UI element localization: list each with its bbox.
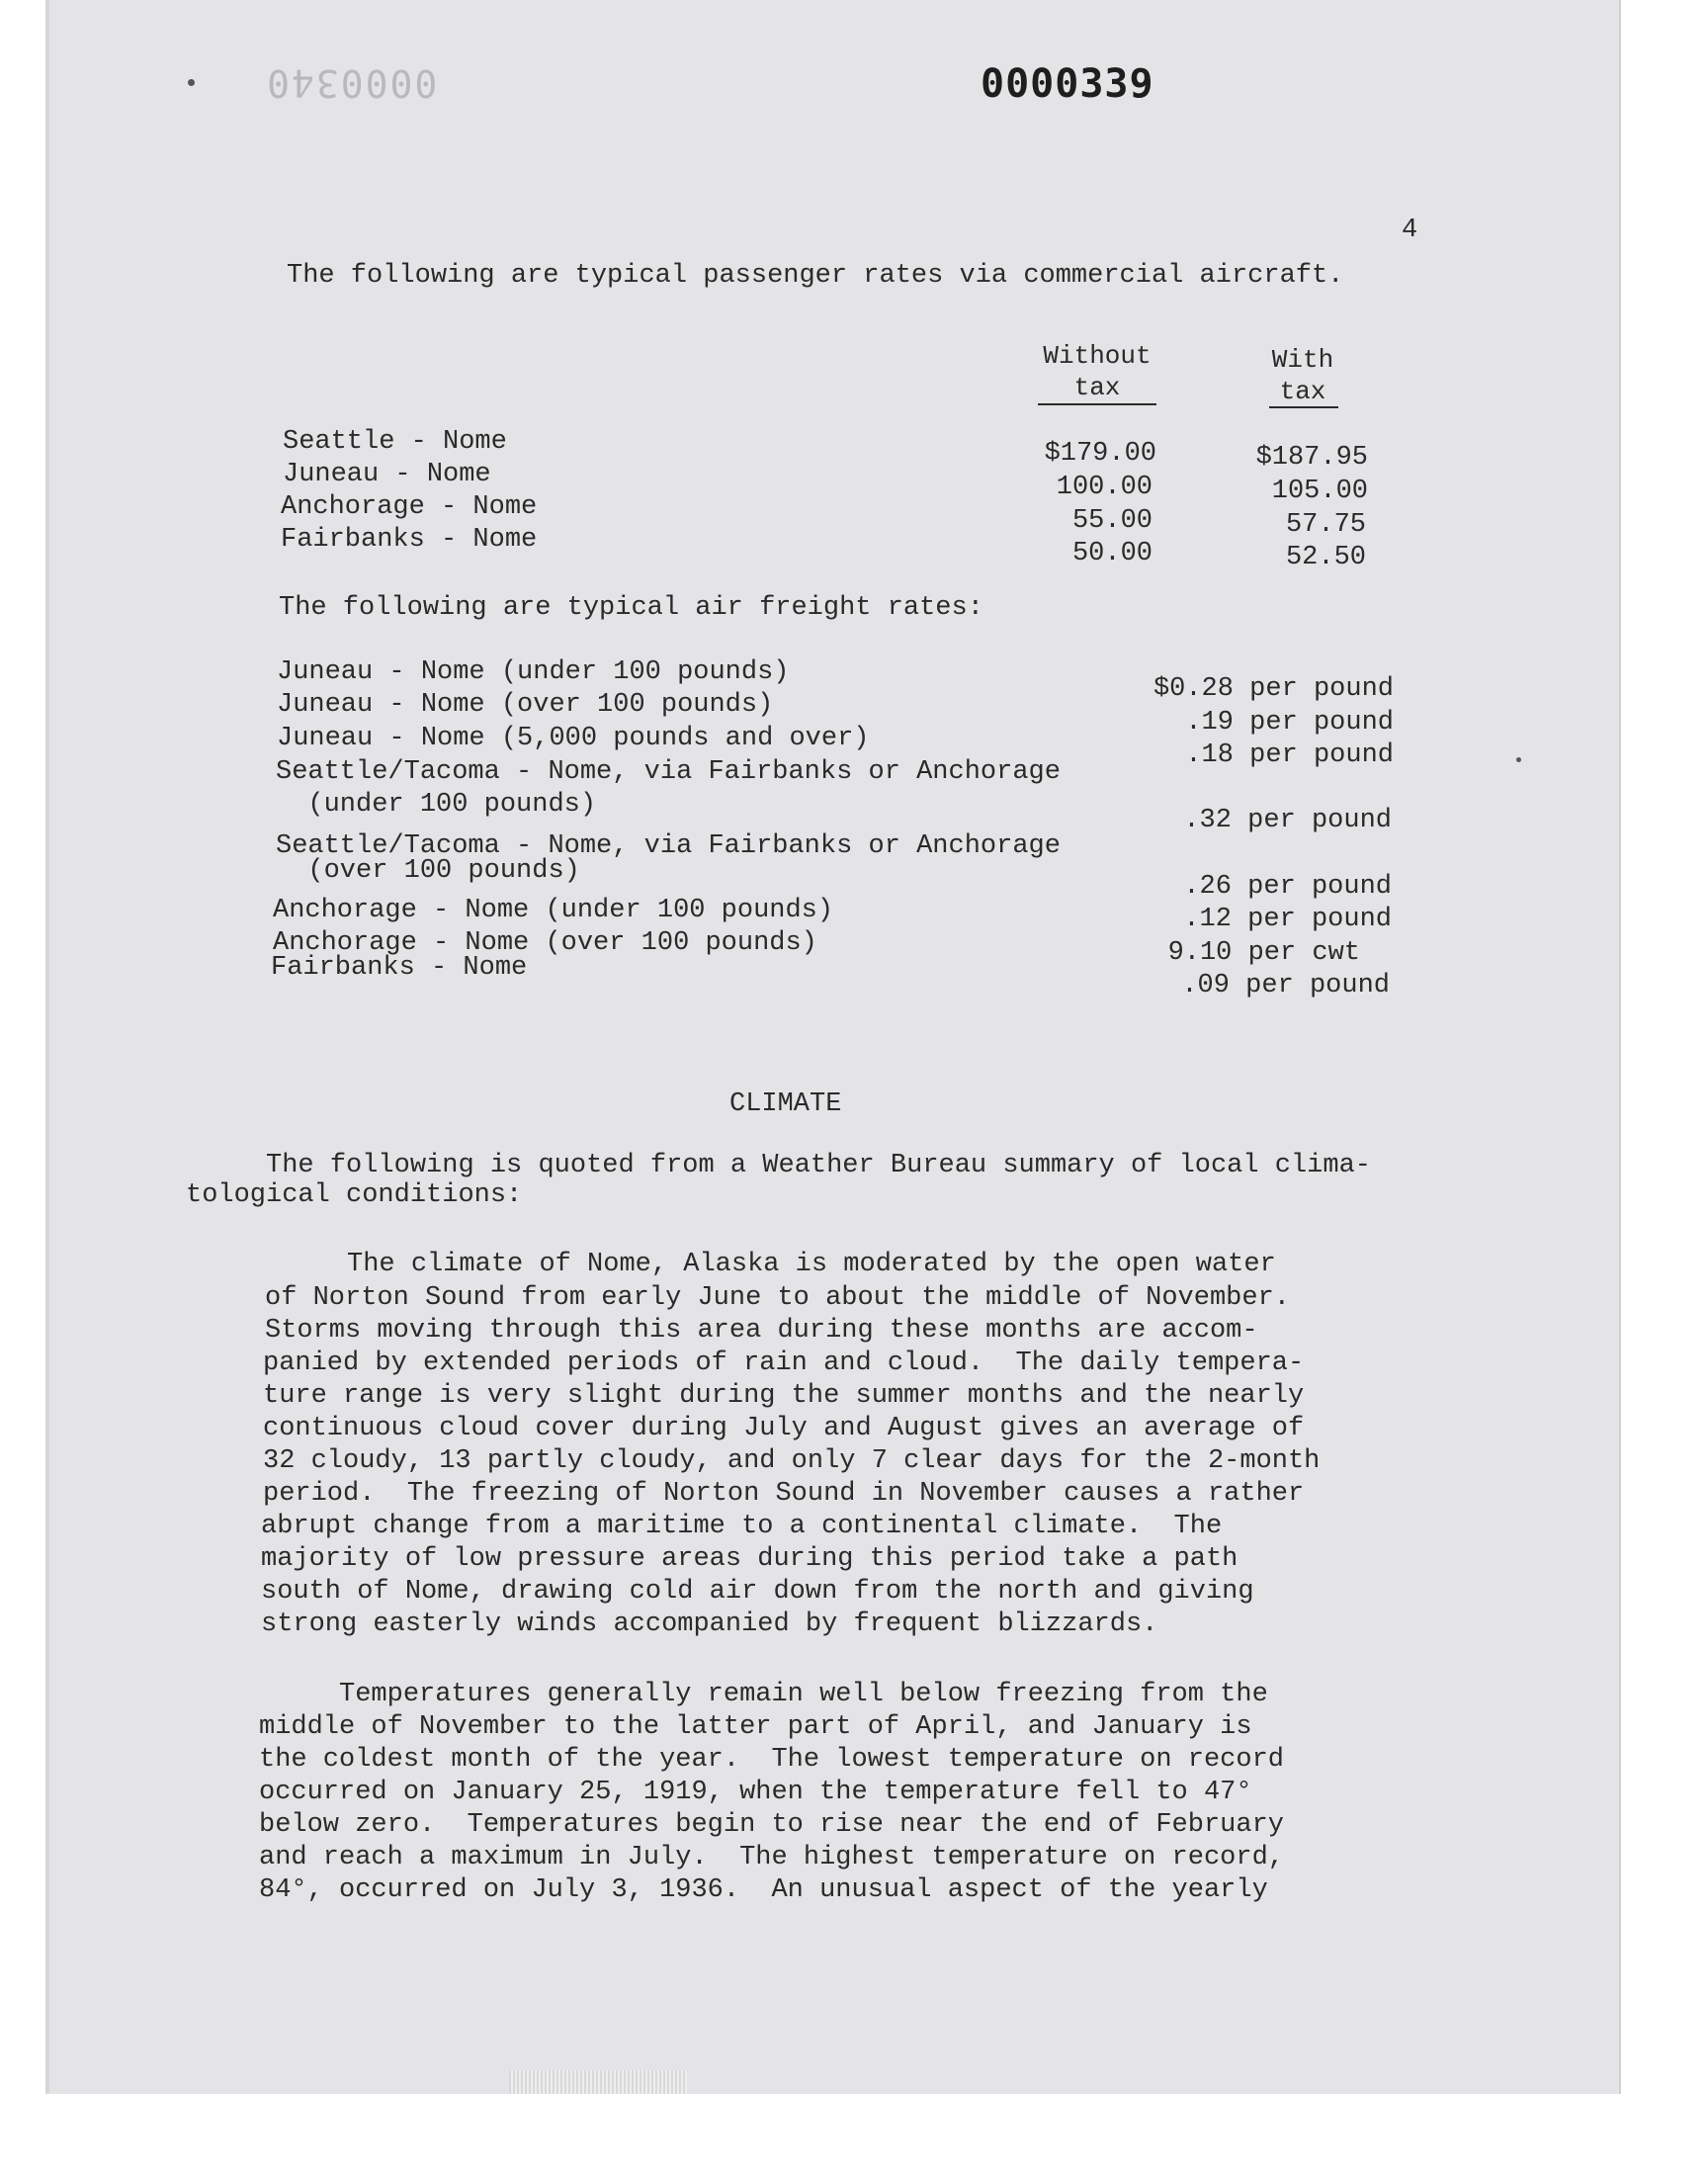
section-heading: CLIMATE bbox=[729, 1089, 842, 1119]
freight-rate: .18 per pound bbox=[1185, 740, 1394, 770]
rate-with-tax: 52.50 bbox=[1285, 543, 1366, 572]
freight-route: Juneau - Nome (under 100 pounds) bbox=[277, 657, 790, 687]
speck-mark bbox=[1516, 757, 1521, 762]
freight-rate: $0.28 per pound bbox=[1153, 674, 1394, 704]
freight-route: Fairbanks - Nome bbox=[271, 953, 528, 983]
quote-line: and reach a maximum in July. The highest temperature on record, bbox=[259, 1843, 1284, 1872]
quote-line: Storms moving through this area during these months are accom- bbox=[265, 1316, 1258, 1346]
quote-line: 32 cloudy, 13 partly cloudy, and only 7 clear days for the 2-month bbox=[263, 1446, 1321, 1476]
quote-line: occurred on January 25, 1919, when the temperature fell to 47° bbox=[259, 1778, 1252, 1807]
route-label: Seattle - Nome bbox=[283, 427, 507, 457]
quote-line: period. The freezing of Norton Sound in November causes a rather bbox=[263, 1479, 1305, 1509]
rate-with-tax: 105.00 bbox=[1271, 477, 1368, 506]
route-label: Anchorage - Nome bbox=[281, 492, 538, 522]
freight-rate: .32 per pound bbox=[1183, 806, 1392, 835]
scan-artifact bbox=[509, 2070, 687, 2094]
rate-without-tax: $179.00 bbox=[1044, 439, 1156, 469]
quote-line: strong easterly winds accompanied by frequent blizzards. bbox=[261, 1610, 1158, 1639]
quote-line: below zero. Temperatures begin to rise near the end of February bbox=[259, 1810, 1284, 1840]
freight-rate: 9.10 per cwt bbox=[1167, 938, 1360, 968]
speck-mark bbox=[188, 79, 195, 86]
page-edge bbox=[45, 0, 49, 2094]
freight-rate: .09 per pound bbox=[1181, 971, 1390, 1000]
quote-line: The climate of Nome, Alaska is moderated by the open water bbox=[267, 1250, 1276, 1279]
quote-line: 84°, occurred on July 3, 1936. An unusual aspect of the yearly bbox=[259, 1875, 1268, 1905]
header-line: tax bbox=[1073, 373, 1121, 402]
quote-line: abrupt change from a maritime to a continental climate. The bbox=[261, 1512, 1223, 1541]
freight-route: Juneau - Nome (over 100 pounds) bbox=[277, 690, 774, 720]
column-header-with-tax bbox=[1253, 344, 1352, 407]
faded-number-stamp: 0000340 bbox=[265, 61, 438, 105]
quote-line: middle of November to the latter part of April, and January is bbox=[259, 1712, 1252, 1742]
climate-intro-line: The following is quoted from a Weather Bureau summary of local clima- bbox=[186, 1151, 1371, 1180]
passenger-rates-intro: The following are typical passenger rates via commercial aircraft. bbox=[287, 261, 1344, 291]
freight-rate: .19 per pound bbox=[1185, 708, 1394, 738]
quote-line: panied by extended periods of rain and cloud. The daily tempera- bbox=[263, 1348, 1305, 1378]
rate-with-tax: $187.95 bbox=[1255, 443, 1368, 473]
rate-with-tax: 57.75 bbox=[1285, 510, 1366, 540]
quote-line: of Norton Sound from early June to about the middle of November. bbox=[265, 1283, 1290, 1313]
freight-route: (over 100 pounds) bbox=[276, 856, 580, 886]
climate-intro-line: tological conditions: bbox=[186, 1180, 523, 1210]
header-underline bbox=[1038, 403, 1156, 405]
page-number: 4 bbox=[1402, 216, 1418, 245]
freight-route: (under 100 pounds) bbox=[276, 790, 597, 820]
route-label: Fairbanks - Nome bbox=[281, 525, 538, 555]
header-underline bbox=[1269, 406, 1338, 408]
quote-line: south of Nome, drawing cold air down from the north and giving bbox=[261, 1577, 1254, 1607]
freight-rates-intro: The following are typical air freight rates: bbox=[279, 593, 983, 623]
freight-route: Anchorage - Nome (under 100 pounds) bbox=[273, 896, 834, 925]
quote-line: the coldest month of the year. The lowest temperature on record bbox=[259, 1745, 1284, 1775]
document-number-stamp: 0000339 bbox=[981, 61, 1154, 107]
header-line: With bbox=[1271, 345, 1334, 375]
route-label: Juneau - Nome bbox=[283, 460, 491, 489]
quote-line: continuous cloud cover during July and August gives an average of bbox=[263, 1414, 1305, 1443]
header-line: Without bbox=[1043, 341, 1152, 371]
freight-route: Juneau - Nome (5,000 pounds and over) bbox=[277, 724, 870, 753]
rate-without-tax: 55.00 bbox=[1071, 506, 1153, 536]
freight-route: Seattle/Tacoma - Nome, via Fairbanks or Anchorage bbox=[276, 757, 1061, 787]
freight-rate: .12 per pound bbox=[1183, 905, 1392, 934]
quote-line: Temperatures generally remain well below freezing from the bbox=[259, 1680, 1268, 1709]
quote-line: majority of low pressure areas during this period take a path bbox=[261, 1544, 1238, 1574]
quote-line: ture range is very slight during the summer months and the nearly bbox=[263, 1381, 1305, 1411]
rate-without-tax: 100.00 bbox=[1056, 473, 1153, 502]
freight-rate: .26 per pound bbox=[1183, 872, 1392, 902]
freight-route: Anchorage - Nome (over 100 pounds) bbox=[273, 928, 817, 958]
column-header-without-tax bbox=[1030, 340, 1164, 403]
freight-route: Seattle/Tacoma - Nome, via Fairbanks or Anchorage bbox=[276, 831, 1061, 861]
rate-without-tax: 50.00 bbox=[1071, 539, 1153, 568]
header-line: tax bbox=[1279, 377, 1326, 406]
